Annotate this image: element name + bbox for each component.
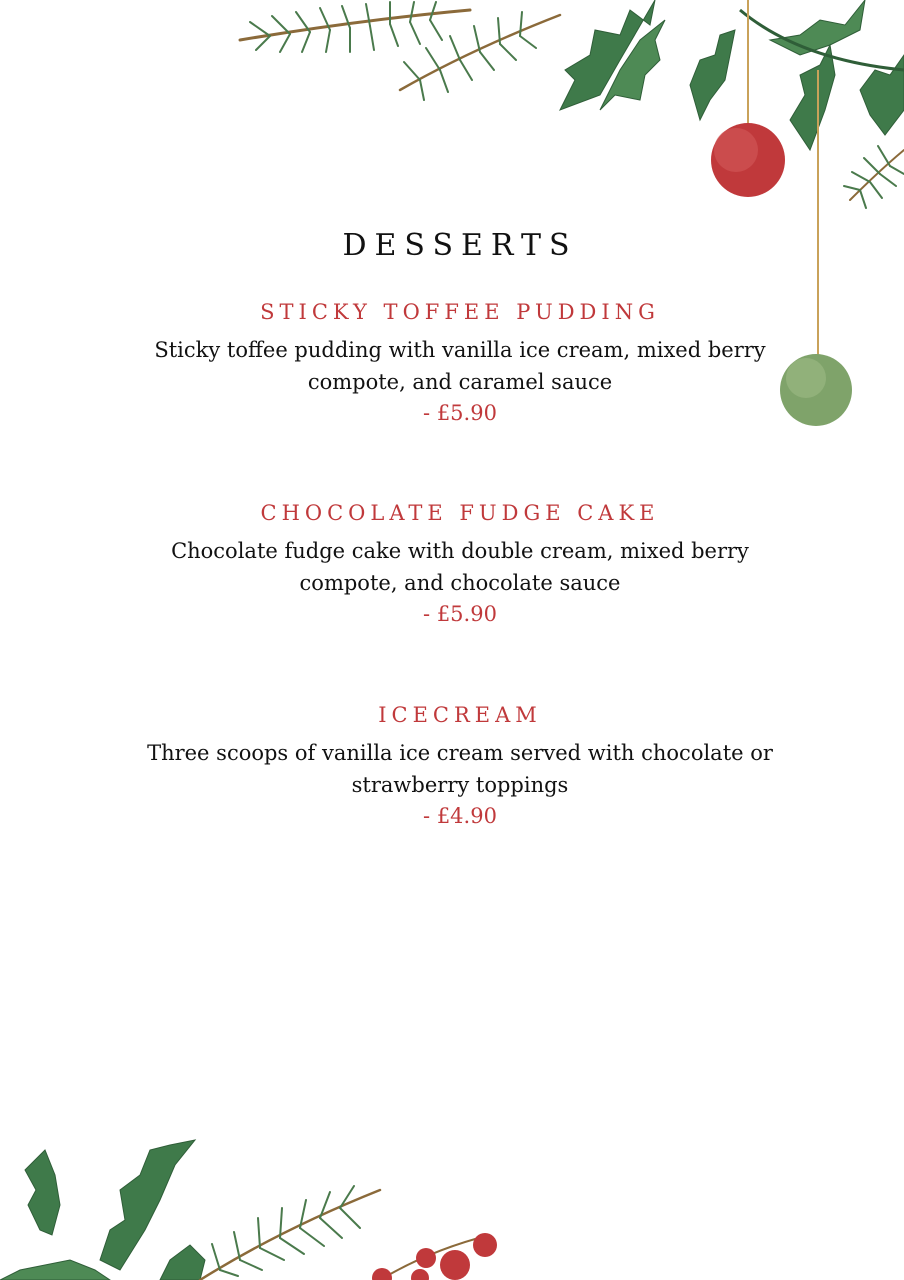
red-bauble-icon xyxy=(711,123,785,197)
holly-leaves-icon xyxy=(560,0,904,150)
menu-item xyxy=(100,298,820,428)
item-price: - £5.90 xyxy=(423,602,497,626)
menu-item xyxy=(100,701,820,831)
item-price: - £5.90 xyxy=(423,401,497,425)
item-description: Three scoops of vanilla ice cream served with chocolate or strawberry toppings xyxy=(147,741,773,797)
item-name: STICKY TOFFEE PUDDING xyxy=(260,300,660,324)
bottom-decoration xyxy=(0,1120,904,1280)
item-name: ICECREAM xyxy=(378,703,542,727)
menu-item xyxy=(100,499,820,629)
menu-title: DESSERTS xyxy=(342,228,578,263)
item-name: CHOCOLATE FUDGE CAKE xyxy=(260,501,660,525)
item-description: Sticky toffee pudding with vanilla ice cream, mixed berry compote, and caramel sauce xyxy=(154,338,766,394)
item-description: Chocolate fudge cake with double cream, mixed berry compote, and chocolate sauce xyxy=(171,539,749,595)
item-price: - £4.90 xyxy=(423,804,497,828)
holly-leaves-icon xyxy=(0,1140,205,1280)
pine-branch-icon xyxy=(240,2,904,208)
pine-branch-icon xyxy=(200,1186,380,1280)
dessert-menu xyxy=(100,226,820,266)
red-berries-icon xyxy=(372,1233,497,1280)
